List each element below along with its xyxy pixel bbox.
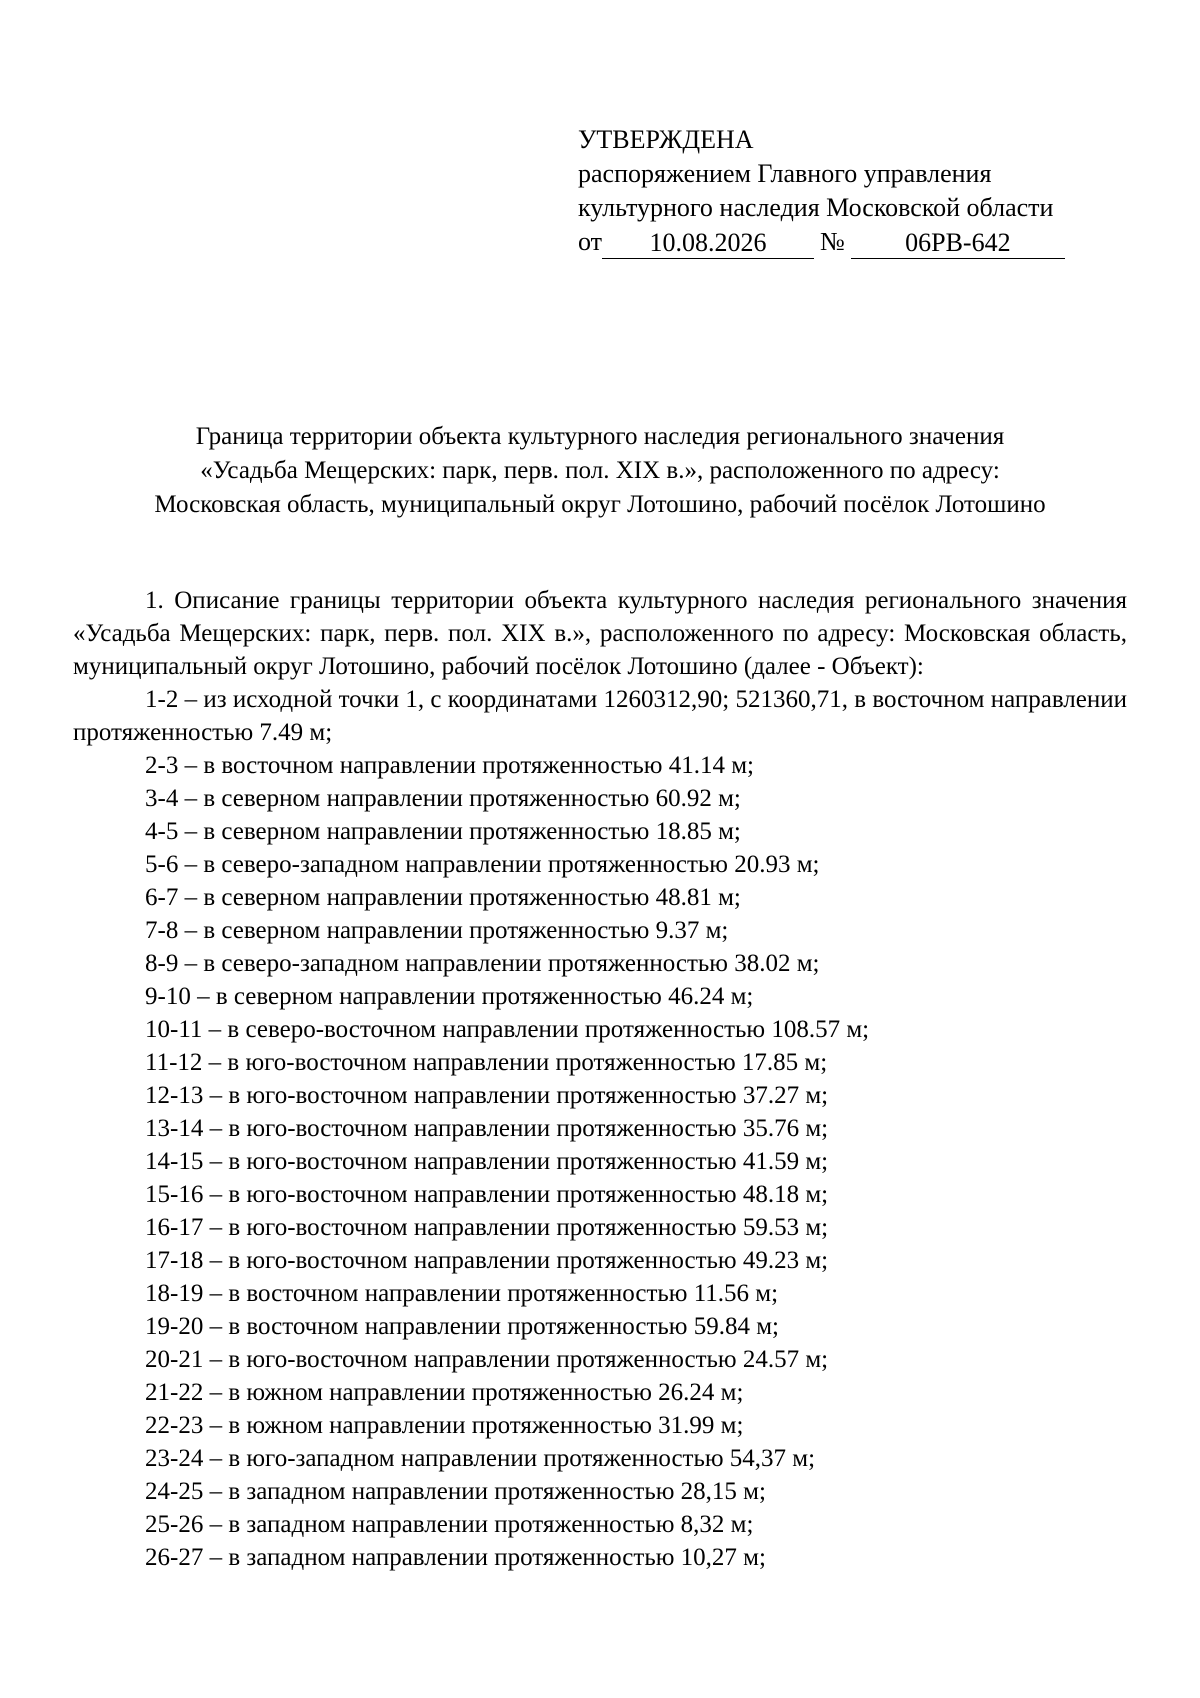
boundary-segment: 14-15 – в юго-восточном направлении протяженностью 41.59 м; <box>145 1148 829 1175</box>
section-intro: 1. Описание границы территории объекта культурного наследия регионального значения «Усадьба Мещерских: парк, перв. пол. XIX в.», расположенного по адресу: Московская область, муниципальный округ Лотошино, рабочий посёлок Лотошино (далее - Объект): <box>73 587 1127 680</box>
boundary-segment: 3-4 – в северном направлении протяженностью 60.92 м; <box>145 785 741 812</box>
boundary-segment: 6-7 – в северном направлении протяженностью 48.81 м; <box>145 884 741 911</box>
boundary-segment: 9-10 – в северном направлении протяженностью 46.24 м; <box>145 983 754 1010</box>
boundary-segment: 2-3 – в восточном направлении протяженностью 41.14 м; <box>145 752 754 779</box>
approval-date: 10.08.2026 <box>602 230 814 259</box>
approval-heading: УТВЕРЖДЕНА <box>578 125 754 154</box>
boundary-segment: 10-11 – в северо-восточном направлении протяженностью 108.57 м; <box>145 1016 870 1043</box>
document-body <box>73 584 1127 1574</box>
boundary-segment: 23-24 – в юго-западном направлении протяженностью 54,37 м; <box>145 1445 816 1472</box>
boundary-segment: 7-8 – в северном направлении протяженностью 9.37 м; <box>145 917 729 944</box>
from-label: от <box>578 227 603 256</box>
boundary-segment: 18-19 – в восточном направлении протяженностью 11.56 м; <box>145 1280 779 1307</box>
boundary-segment: 25-26 – в западном направлении протяженностью 8,32 м; <box>145 1511 754 1538</box>
title-line-2: «Усадьба Мещерских: парк, перв. пол. XIX в.», расположенного по адресу: <box>200 457 1000 484</box>
boundary-segment: 1-2 – из исходной точки 1, с координатами 1260312,90; 521360,71, в восточном направлении протяженностью 7.49 м; <box>73 686 1127 746</box>
title-line-1: Граница территории объекта культурного наследия регионального значения <box>195 423 1005 450</box>
document-title <box>60 420 1140 522</box>
approval-stamp <box>578 123 1065 259</box>
boundary-segment-list <box>73 683 1127 1574</box>
boundary-segment: 4-5 – в северном направлении протяженностью 18.85 м; <box>145 818 741 845</box>
approval-line-1: распоряжением Главного управления <box>578 159 992 188</box>
boundary-segment: 15-16 – в юго-восточном направлении протяженностью 48.18 м; <box>145 1181 829 1208</box>
number-label: № <box>820 227 845 256</box>
boundary-segment: 12-13 – в юго-восточном направлении протяженностью 37.27 м; <box>145 1082 829 1109</box>
boundary-segment: 16-17 – в юго-восточном направлении протяженностью 59.53 м; <box>145 1214 829 1241</box>
boundary-segment: 19-20 – в восточном направлении протяженностью 59.84 м; <box>145 1313 779 1340</box>
boundary-segment: 24-25 – в западном направлении протяженностью 28,15 м; <box>145 1478 766 1505</box>
approval-line-2: культурного наследия Московской области <box>578 193 1054 222</box>
boundary-segment: 22-23 – в южном направлении протяженностью 31.99 м; <box>145 1412 744 1439</box>
boundary-segment: 21-22 – в южном направлении протяженностью 26.24 м; <box>145 1379 744 1406</box>
boundary-segment: 13-14 – в юго-восточном направлении протяженностью 35.76 м; <box>145 1115 829 1142</box>
boundary-segment: 5-6 – в северо-западном направлении протяженностью 20.93 м; <box>145 851 820 878</box>
boundary-segment: 17-18 – в юго-восточном направлении протяженностью 49.23 м; <box>145 1247 829 1274</box>
boundary-segment: 20-21 – в юго-восточном направлении протяженностью 24.57 м; <box>145 1346 829 1373</box>
boundary-segment: 11-12 – в юго-восточном направлении протяженностью 17.85 м; <box>145 1049 828 1076</box>
title-line-3: Московская область, муниципальный округ Лотошино, рабочий посёлок Лотошино <box>154 491 1046 518</box>
boundary-segment: 8-9 – в северо-западном направлении протяженностью 38.02 м; <box>145 950 820 977</box>
boundary-segment: 26-27 – в западном направлении протяженностью 10,27 м; <box>145 1544 766 1571</box>
approval-date-row <box>578 225 1065 259</box>
approval-number: 06РВ-642 <box>851 230 1065 259</box>
